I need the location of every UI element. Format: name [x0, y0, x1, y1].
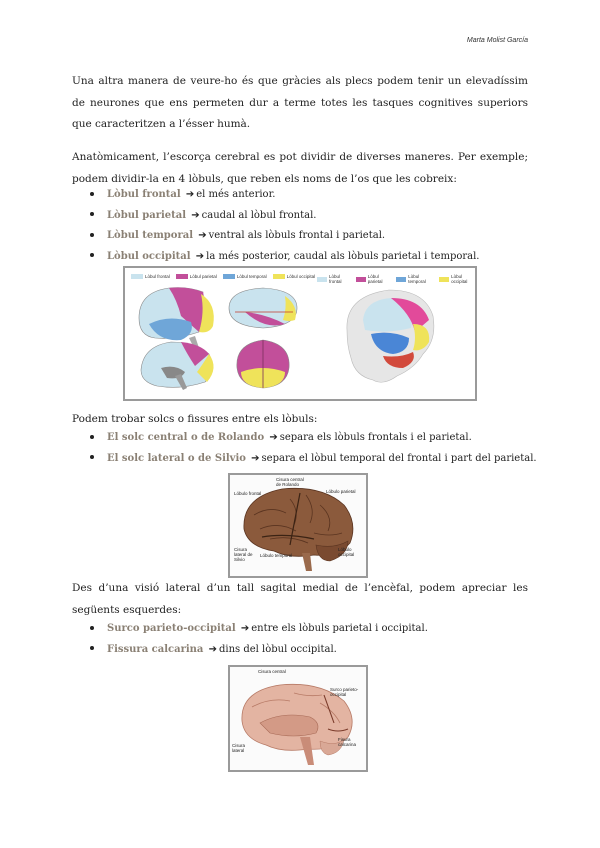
arrow-icon: ➔: [185, 189, 195, 200]
brain-medial-view: [141, 342, 214, 390]
brain-lobes-illustration: [125, 268, 475, 399]
legend-item: Lòbul frontal: [317, 274, 350, 284]
fissures-list: [90, 619, 428, 660]
list-desc: el més anterior.: [196, 189, 276, 200]
list-item: [90, 206, 480, 227]
label-temporal: Lóbulo temporal: [260, 553, 293, 558]
bullet-icon: [90, 626, 94, 630]
bullet-icon: [90, 212, 94, 216]
bullet-icon: [90, 233, 94, 237]
list-item: [90, 226, 480, 247]
legend-item: Lòbul temporal: [396, 274, 433, 284]
list-desc: caudal al lòbul frontal.: [201, 209, 317, 221]
list-item: [90, 449, 537, 470]
bullet-icon: [90, 646, 94, 650]
brain-posterior-view: [237, 340, 289, 388]
list-item: [90, 247, 480, 268]
list-term: El solc lateral o de Silvio: [107, 452, 246, 464]
label-central: Cisura central: [258, 669, 286, 674]
list-term: Surco parieto-occipital: [107, 623, 236, 634]
label-lateral: Cisura lateral de Silvio: [234, 547, 253, 562]
arrow-icon: ➔: [251, 452, 260, 464]
legend-item: Lòbul temporal: [223, 274, 267, 279]
list-desc: entre els lòbuls parietal i occipital.: [251, 623, 428, 634]
lobes-list: [90, 185, 480, 267]
brain-superior-view: [229, 288, 297, 328]
bullet-icon: [90, 435, 94, 439]
label-frontal: Lóbulo frontal: [234, 491, 262, 496]
brain-lateral-figure: [228, 473, 368, 578]
legend-item: Lòbul parietal: [176, 274, 217, 279]
label-calcarine: Fisura calcarina: [338, 737, 357, 747]
list-desc: separa els lòbuls frontals i el parietal.: [279, 432, 472, 443]
sagittal-paragraph: Des d’una visió lateral d’un tall sagital medial de l’encèfal, podem apreciar les següents esquerdes:: [72, 582, 528, 616]
arrow-icon: ➔: [208, 643, 217, 655]
label-parieto-occipital: Surco parieto-occipital: [330, 687, 359, 697]
brain-sagittal-figure: [228, 665, 368, 772]
list-desc: dins del lòbul occipital.: [219, 643, 337, 655]
brain-lateral-view: [139, 288, 214, 351]
list-term: Lòbul occipital: [107, 250, 191, 262]
label-lateral: Cisura lateral: [232, 743, 246, 753]
legend-item: Lòbul parietal: [356, 274, 391, 284]
brain-sagittal-illustration: [230, 667, 366, 770]
bullet-icon: [90, 253, 94, 257]
anatomy-paragraph: Anatòmicament, l’escorça cerebral es pot dividir de diverses maneres. Per exemple; podem dividir-la en 4 lòbuls, que reben els noms de l’os que les cobreix:: [72, 151, 528, 185]
list-term: El solc central o de Rolando: [107, 432, 265, 443]
list-desc: la més posterior, caudal als lòbuls parietal i temporal.: [206, 250, 480, 262]
arrow-icon: ➔: [240, 623, 250, 634]
list-term: Lòbul temporal: [107, 230, 194, 241]
intro-paragraph: Una altra manera de veure-ho és que gràcies als plecs podem tenir un elevadíssim de neurones que ens permeten dur a terme totes les tasques cognitives superiors que caracteritzen a l’ésser humà.: [72, 75, 528, 130]
sulci-list: [90, 428, 537, 469]
brain-3d-head-view: [347, 290, 434, 382]
list-item: [90, 619, 428, 640]
arrow-icon: ➔: [195, 250, 205, 262]
legend-item: Lòbul frontal: [131, 274, 170, 279]
list-item: [90, 428, 537, 449]
label-parietal: Lóbulo parietal: [326, 489, 356, 494]
bullet-icon: [90, 192, 94, 196]
list-desc: ventral als lòbuls frontal i parietal.: [208, 230, 386, 241]
label-central: Cisura central de Rolando: [276, 477, 304, 487]
bullet-icon: [90, 455, 94, 459]
arrow-icon: ➔: [269, 432, 278, 443]
brain-lobes-figure: [123, 266, 477, 401]
list-item: [90, 185, 480, 206]
list-term: Lòbul frontal: [107, 189, 181, 200]
label-occipital: Lóbulo occipital: [338, 547, 355, 557]
list-term: Fissura calcarina: [107, 643, 204, 655]
arrow-icon: ➔: [198, 230, 207, 241]
list-desc: separa el lòbul temporal del frontal i part del parietal.: [261, 452, 537, 464]
list-term: Lòbul parietal: [107, 209, 187, 221]
page-header-author: Marta Molist García: [466, 37, 528, 44]
legend-item: Lòbul occipital: [273, 274, 316, 279]
list-item: [90, 640, 428, 661]
sulci-paragraph: Podem trobar solcs o fissures entre els lòbuls:: [72, 413, 318, 425]
legend-item: Lòbul occipital: [439, 274, 475, 284]
arrow-icon: ➔: [191, 209, 200, 221]
